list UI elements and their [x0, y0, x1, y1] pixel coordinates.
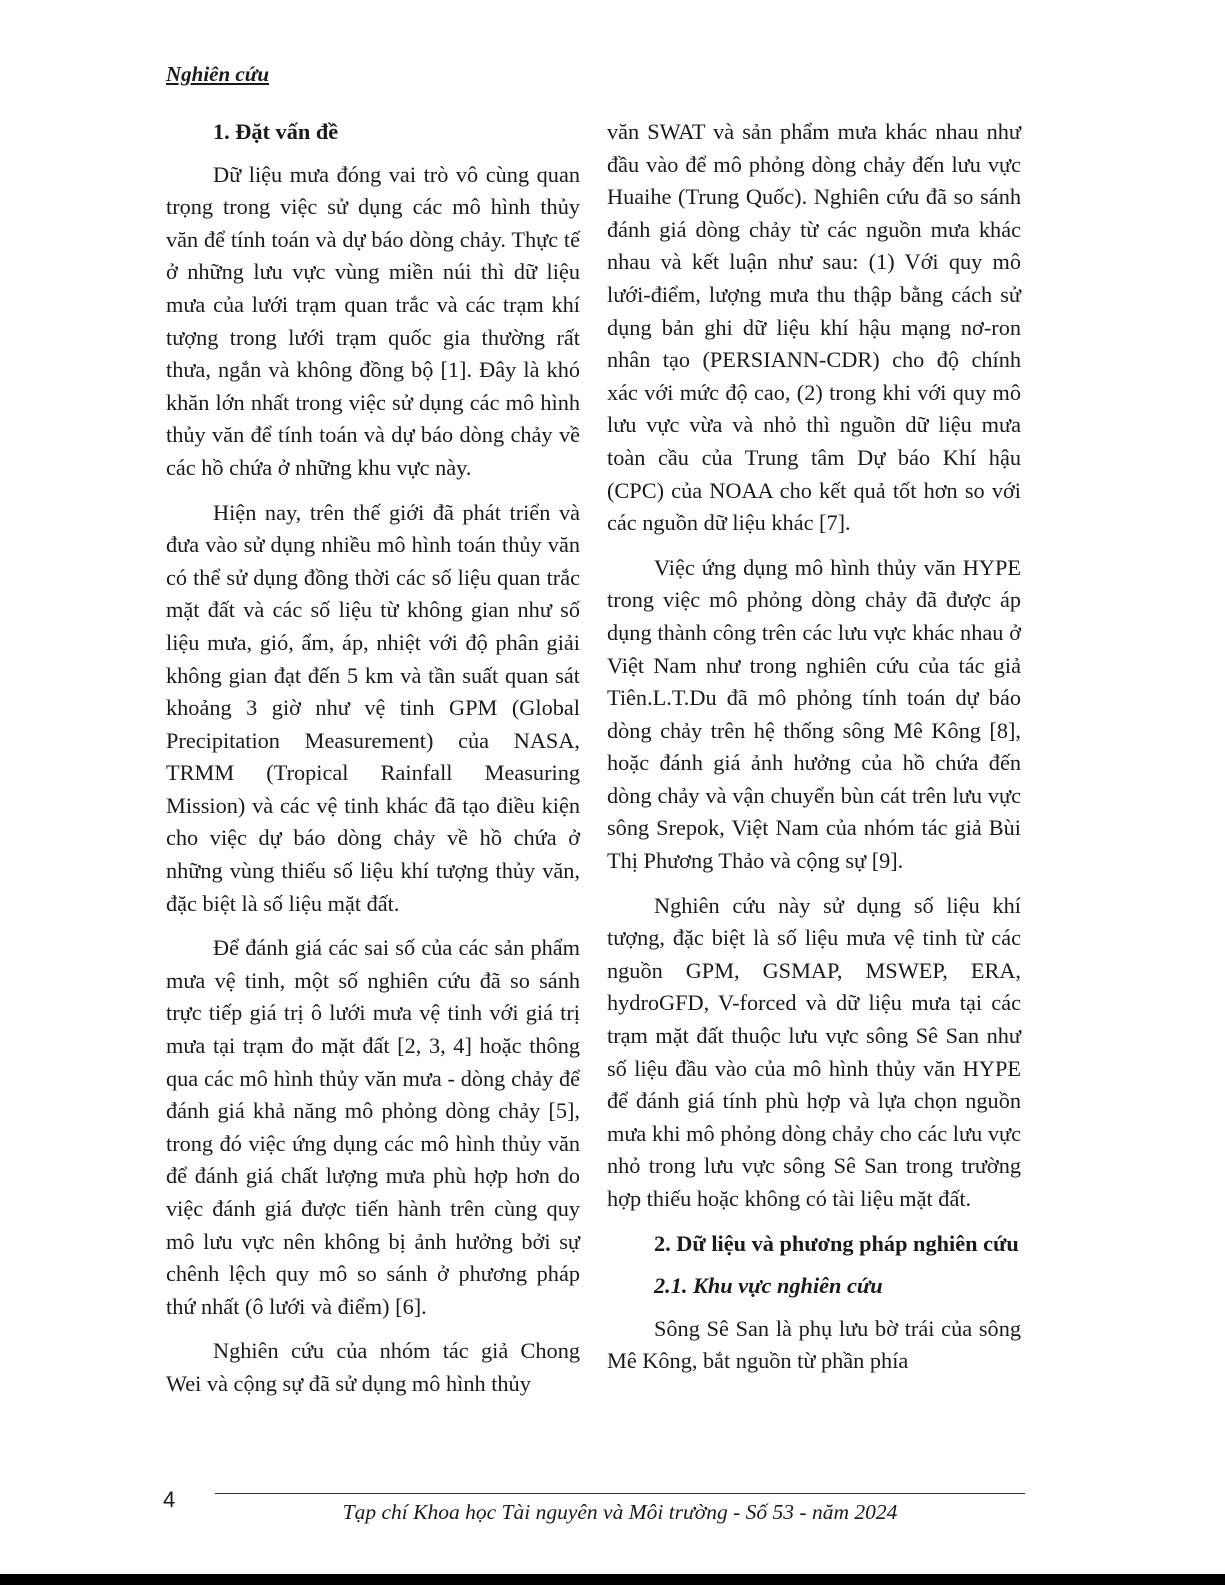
- heading-study-area: 2.1. Khu vực nghiên cứu: [654, 1273, 883, 1299]
- page-number: 4: [163, 1487, 176, 1512]
- paragraph: Nghiên cứu này sử dụng số liệu khí tượng, đặc biệt là số liệu mưa vệ tinh từ các nguồn GPM, GSMAP, MSWEP, ERA, hydroGFD, V-forced và dữ liệu mưa tại các trạm mặt đất thuộc lưu vực sông Sê San như số liệu đầu vào của mô hình thủy văn HYPE để đánh giá tính phù hợp và lựa chọn nguồn mưa khi mô phỏng dòng chảy cho các lưu vực nhỏ trong lưu vực sông Sê San trong trường hợp thiếu hoặc không có tài liệu mặt đất.: [607, 892, 1021, 1211]
- paragraph: Dữ liệu mưa đóng vai trò vô cùng quan trọng trong việc sử dụng các mô hình thủy văn để tính toán và dự báo dòng chảy. Thực tế ở những lưu vực vùng miền núi thì dữ liệu mưa của lưới trạm quan trắc và các trạm khí tượng trong lưới trạm quốc gia thường rất thưa, ngắn và không đồng bộ [1]. Đây là khó khăn lớn nhất trong việc sử dụng các mô hình thủy văn để tính toán và dự báo dòng chảy về các hồ chứa ở những khu vực này.: [166, 161, 580, 480]
- paragraph: Sông Sê San là phụ lưu bờ trái của sông Mê Kông, bắt nguồn từ phần phía: [607, 1315, 1021, 1374]
- right-column: [607, 116, 1021, 1390]
- journal-name: Tạp chí Khoa học Tài nguyên và Môi trường - Số 53 - năm 2024: [342, 1500, 898, 1524]
- paragraph: Nghiên cứu của nhóm tác giả Chong Wei và cộng sự đã sử dụng mô hình thủy: [166, 1338, 580, 1396]
- paragraph: Việc ứng dụng mô hình thủy văn HYPE trong việc mô phỏng dòng chảy đã được áp dụng thành công trên các lưu vực khác nhau ở Việt Nam như trong nghiên cứu của tác giả Tiên.L.T.Du đã mô phỏng tính toán dự báo dòng chảy trên hệ thống sông Mê Kông [8], hoặc đánh giá ảnh hưởng của hồ chứa đến dòng chảy và vận chuyển bùn cát trên lưu vực sông Srepok, Việt Nam của nhóm tác giả Bùi Thị Phương Thảo và cộng sự [9].: [607, 554, 1021, 874]
- section-label: Nghiên cứu: [166, 62, 270, 86]
- paragraph: Hiện nay, trên thế giới đã phát triển và đưa vào sử dụng nhiều mô hình toán thủy văn có thể sử dụng đồng thời các số liệu quan trắc mặt đất và các số liệu từ không gian như số liệu mưa, gió, ẩm, áp, nhiệt với độ phân giải không gian đạt đến 5 km và tần suất quan sát khoảng 3 giờ như vệ tinh GPM (Global Precipitation Measurement) của NASA, TRMM (Tropical Rainfall Measuring Mission) và các vệ tinh khác đã tạo điều kiện cho việc dự báo dòng chảy về hồ chứa ở những vùng thiếu số liệu khí tượng thủy văn, đặc biệt là số liệu mặt đất.: [166, 499, 580, 916]
- paragraph-continued: văn SWAT và sản phẩm mưa khác nhau như đầu vào để mô phỏng dòng chảy đến lưu vực Huaihe (Trung Quốc). Nghiên cứu đã so sánh đánh giá dòng chảy từ các nguồn mưa khác nhau và kết luận như sau: (1) Với quy mô lưới-điểm, lượng mưa thu thập bằng cách sử dụng bản ghi dữ liệu khí hậu mạng nơ-ron nhân tạo (PERSIANN-CDR) cho độ chính xác với mức độ cao, (2) trong khi với quy mô lưu vực vừa và nhỏ thì nguồn dữ liệu mưa toàn cầu của Trung tâm Dự báo Khí hậu (CPC) của NOAA cho kết quả tốt hơn so với các nguồn dữ liệu khác [7].: [607, 119, 1021, 536]
- heading-data-and-methods: 2. Dữ liệu và phương pháp nghiên cứu: [654, 1230, 1019, 1256]
- bottom-band: [0, 1574, 1225, 1585]
- footer-divider: [215, 1493, 1025, 1494]
- left-column: [166, 116, 580, 1413]
- paragraph: Để đánh giá các sai số của các sản phẩm mưa vệ tinh, một số nghiên cứu đã so sánh trực tiếp giá trị ô lưới mưa vệ tinh với giá trị mưa tại trạm đo mặt đất [2, 3, 4] hoặc thông qua các mô hình thủy văn mưa - dòng chảy để đánh giá khả năng mô phỏng dòng chảy [5], trong đó việc ứng dụng các mô hình thủy văn để đánh giá chất lượng mưa phù hợp hơn do việc đánh giá được tiến hành trên cùng quy mô lưu vực nên không bị ảnh hưởng bởi sự chênh lệch quy mô so sánh ở phương pháp thứ nhất (ô lưới và điểm) [6].: [166, 935, 580, 1319]
- heading-introduction: 1. Đặt vấn đề: [213, 119, 339, 144]
